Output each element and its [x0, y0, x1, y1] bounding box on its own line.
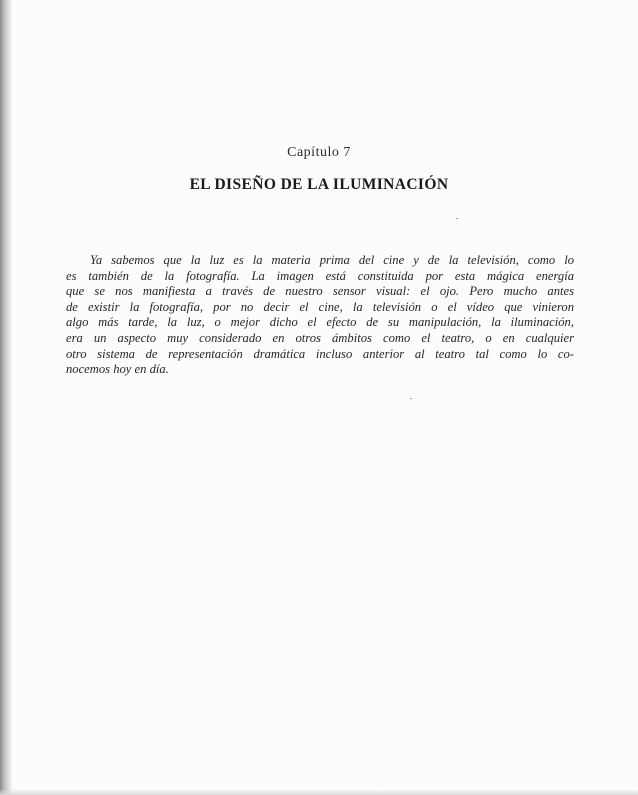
paragraph-line: era un aspecto muy considerado en otros ámbitos como el teatro, o en cualquier	[66, 330, 574, 345]
paragraph-line: que se nos manifiesta a través de nuestro sensor visual: el ojo. Pero mucho antes	[66, 284, 574, 299]
body-paragraph	[66, 253, 574, 378]
paragraph-line: otro sistema de representación dramática incluso anterior al teatro tal como lo co-	[66, 346, 574, 361]
chapter-title: EL DISEÑO DE LA ILUMINACIÓN	[189, 176, 449, 193]
scan-speck	[456, 218, 458, 219]
page-bottom-shadow	[0, 789, 638, 795]
paragraph-line: Ya sabemos que la luz es la materia prima del cine y de la televisión, como lo	[90, 253, 574, 267]
paragraph-line: nocemos hoy en día.	[66, 362, 169, 377]
page-spine-shadow	[0, 0, 12, 795]
chapter-label: Capítulo 7	[287, 145, 351, 160]
paragraph-line: algo más tarde, la luz, o mejor dicho el efecto de su manipulación, la iluminación,	[66, 315, 574, 330]
scan-speck	[410, 398, 412, 399]
paragraph-line: de existir la fotografía, por no decir el cine, la televisión o el vídeo que vinieron	[66, 299, 574, 314]
paragraph-line: es también de la fotografía. La imagen está constituida por esta mágica energía	[66, 268, 574, 283]
